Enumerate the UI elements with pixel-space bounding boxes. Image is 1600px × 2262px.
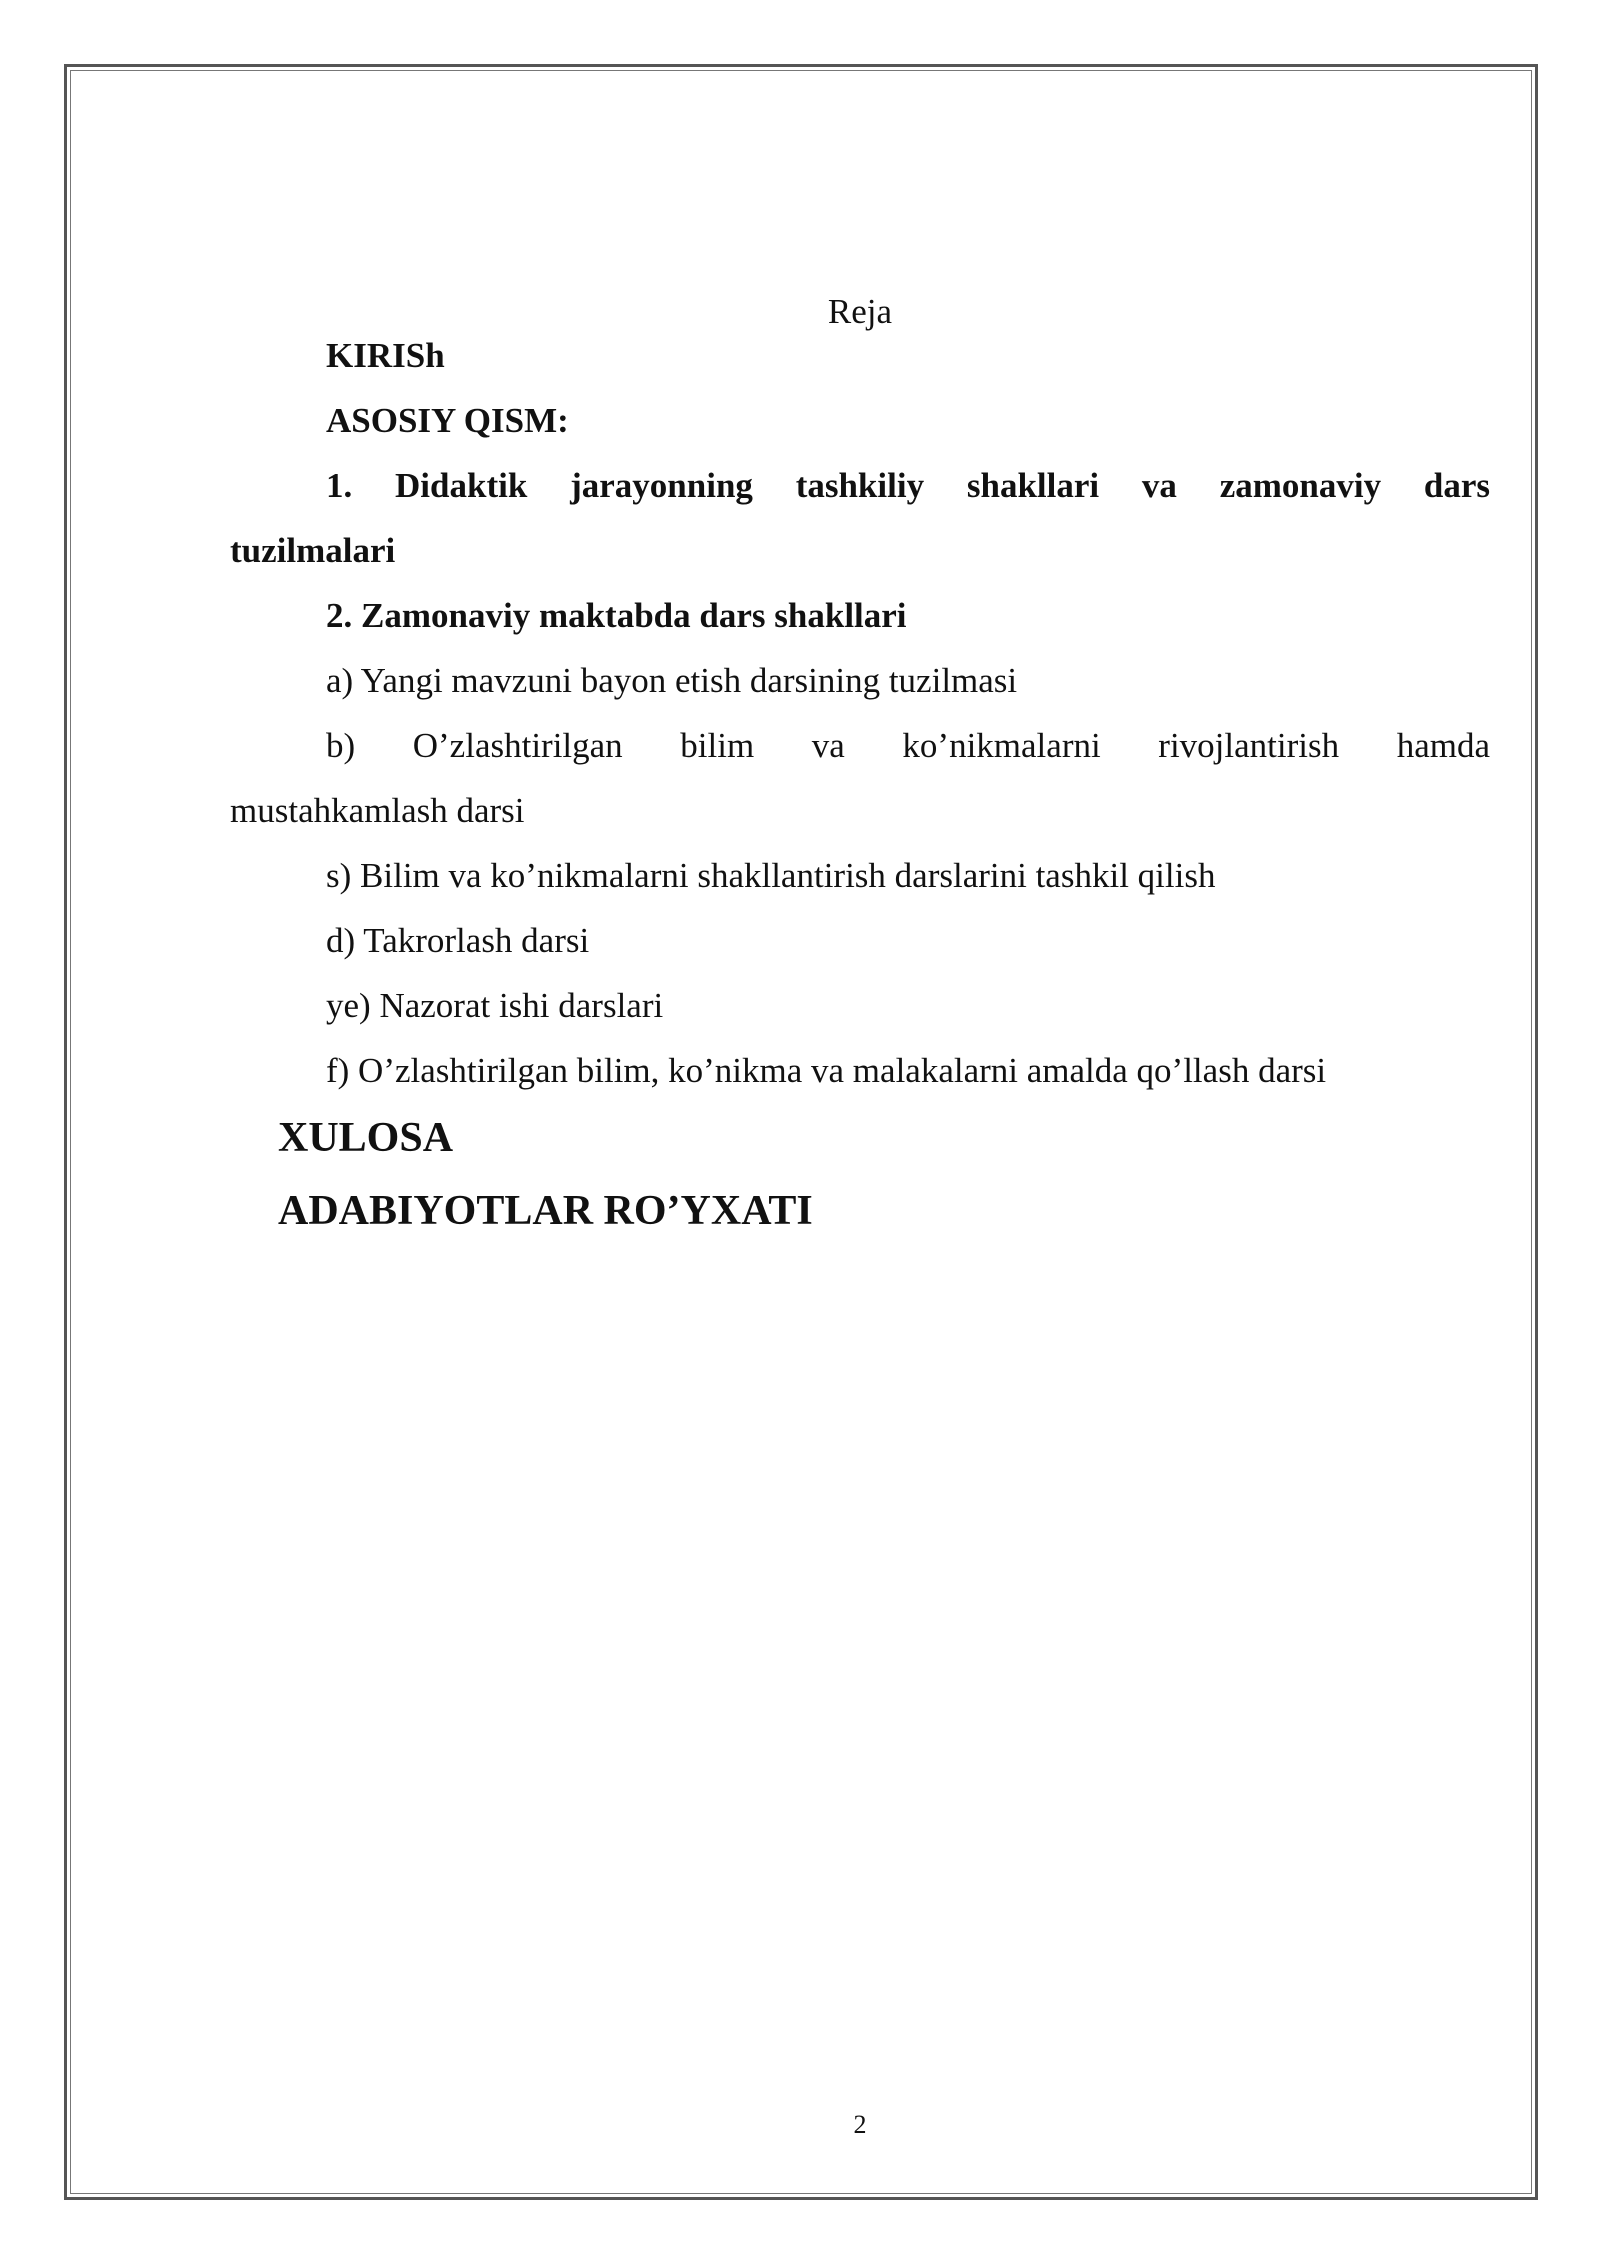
intro-heading: KIRISh bbox=[326, 336, 445, 375]
sub-item-f: f) O’zlashtirilgan bilim, ko’nikma va malakalarni amalda qo’llash darsi bbox=[326, 1051, 1327, 1090]
sub-item-s: s) Bilim va ko’nikmalarni shakllantirish darslarini tashkil qilish bbox=[326, 856, 1216, 895]
references-heading: ADABIYOTLAR RO’YXATI bbox=[278, 1188, 813, 1234]
item-1-word: tashkiliy bbox=[795, 466, 925, 505]
sub-item-b-word: ko’nikmalarni bbox=[902, 726, 1101, 765]
item-1-word: dars bbox=[1423, 466, 1490, 505]
sub-item-d: d) Takrorlash darsi bbox=[326, 921, 590, 960]
item-1-word: 1. bbox=[326, 466, 353, 505]
sub-item-b-word: hamda bbox=[1396, 726, 1490, 765]
item-2-heading: 2. Zamonaviy maktabda dars shakllari bbox=[326, 596, 907, 635]
item-1-word: va bbox=[1141, 466, 1177, 505]
item-1-word: shakllari bbox=[966, 466, 1100, 505]
sub-item-b-word: bilim bbox=[680, 726, 755, 765]
sub-item-b-word: va bbox=[811, 726, 845, 765]
sub-item-b-word: rivojlantirish bbox=[1158, 726, 1340, 765]
sub-item-b-word: b) bbox=[326, 726, 356, 765]
item-1-line bbox=[230, 466, 1490, 506]
item-1-word: Didaktik bbox=[395, 466, 528, 505]
page-number: 2 bbox=[853, 2110, 867, 2139]
document-title: Reja bbox=[827, 292, 893, 331]
sub-item-b-word: O’zlashtirilgan bbox=[412, 726, 623, 765]
item-1-word: zamonaviy bbox=[1219, 466, 1382, 505]
item-1-continuation: tuzilmalari bbox=[230, 531, 396, 570]
sub-item-ye: ye) Nazorat ishi darslari bbox=[326, 986, 664, 1025]
sub-item-b-continuation: mustahkamlash darsi bbox=[230, 791, 525, 830]
conclusion-heading: XULOSA bbox=[278, 1115, 454, 1161]
sub-item-b-line bbox=[230, 726, 1490, 766]
sub-item-a: a) Yangi mavzuni bayon etish darsining tuzilmasi bbox=[326, 661, 1018, 700]
item-1-word: jarayonning bbox=[570, 466, 753, 505]
main-part-heading: ASOSIY QISM: bbox=[326, 401, 569, 440]
